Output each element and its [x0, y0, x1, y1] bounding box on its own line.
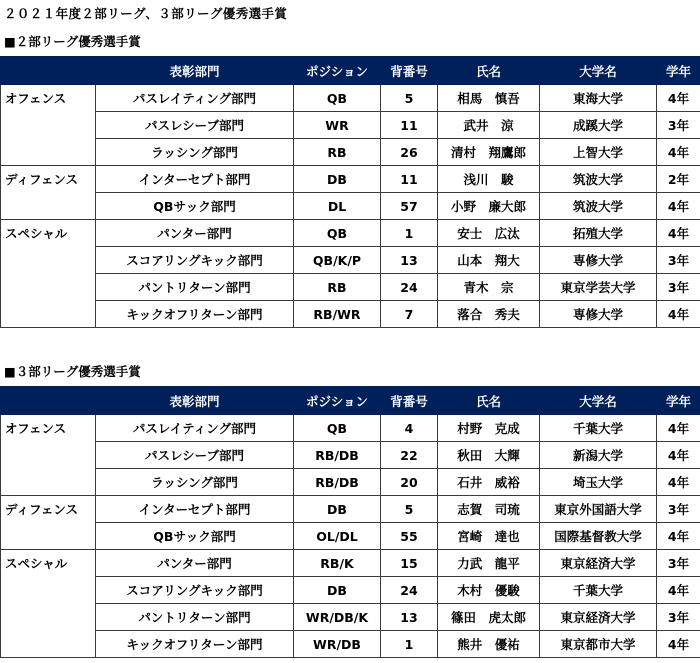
cell-position: QB — [294, 415, 381, 442]
cell-year: 4年 — [657, 220, 700, 247]
cell-category: スペシャル — [1, 550, 96, 577]
cell-number: 5 — [381, 496, 438, 523]
cell-number: 24 — [381, 274, 438, 301]
cell-number: 1 — [381, 220, 438, 247]
table-row — [1, 166, 700, 193]
cell-university: 東京経済大学 — [540, 550, 657, 577]
table-row — [1, 220, 700, 247]
table-row — [1, 112, 700, 139]
header-number: 背番号 — [381, 387, 438, 415]
cell-number: 4 — [381, 415, 438, 442]
cell-award: パスレシーブ部門 — [96, 112, 294, 139]
header-number: 背番号 — [381, 57, 438, 85]
cell-award: スコアリングキック部門 — [96, 577, 294, 604]
cell-university: 専修大学 — [540, 247, 657, 274]
cell-award: ラッシング部門 — [96, 469, 294, 496]
cell-award: パスレイティング部門 — [96, 415, 294, 442]
cell-position: QB — [294, 85, 381, 112]
cell-position: RB — [294, 274, 381, 301]
cell-year: 4年 — [657, 139, 700, 166]
cell-category — [1, 442, 96, 469]
table-row — [1, 301, 700, 328]
cell-category — [1, 112, 96, 139]
cell-university: 国際基督教大学 — [540, 523, 657, 550]
cell-category: スペシャル — [1, 220, 96, 247]
cell-university: 東京学芸大学 — [540, 274, 657, 301]
cell-year: 4年 — [657, 577, 700, 604]
cell-number: 20 — [381, 469, 438, 496]
cell-number: 26 — [381, 139, 438, 166]
table-row — [1, 247, 700, 274]
table-row — [1, 469, 700, 496]
cell-number: 15 — [381, 550, 438, 577]
cell-name: 熊井 優祐 — [438, 631, 540, 658]
table-row — [1, 442, 700, 469]
cell-position: WR/DB — [294, 631, 381, 658]
cell-position: RB/K — [294, 550, 381, 577]
cell-name: 宮崎 達也 — [438, 523, 540, 550]
cell-category — [1, 469, 96, 496]
cell-year: 4年 — [657, 631, 700, 658]
header-name: 氏名 — [438, 387, 540, 415]
section-title-league3: ■３部リーグ優秀選手賞 — [4, 364, 141, 379]
cell-name: 志賀 司琉 — [438, 496, 540, 523]
cell-university: 千葉大学 — [540, 415, 657, 442]
cell-category — [1, 139, 96, 166]
header-award: 表彰部門 — [96, 387, 294, 415]
table-row — [1, 139, 700, 166]
cell-number: 11 — [381, 166, 438, 193]
cell-position: QB — [294, 220, 381, 247]
table-header-row — [1, 387, 700, 415]
cell-position: WR — [294, 112, 381, 139]
cell-name: 石井 威裕 — [438, 469, 540, 496]
cell-university: 専修大学 — [540, 301, 657, 328]
cell-award: パスレシーブ部門 — [96, 442, 294, 469]
cell-award: QBサック部門 — [96, 523, 294, 550]
page-title: ２０２１年度２部リーグ、３部リーグ優秀選手賞 — [4, 6, 288, 21]
cell-category — [1, 193, 96, 220]
cell-name: 落合 秀夫 — [438, 301, 540, 328]
cell-position: DL — [294, 193, 381, 220]
cell-year: 4年 — [657, 85, 700, 112]
cell-year: 3年 — [657, 112, 700, 139]
cell-name: 篠田 虎太郎 — [438, 604, 540, 631]
cell-university: 成蹊大学 — [540, 112, 657, 139]
award-table-league3 — [0, 386, 700, 658]
cell-year: 4年 — [657, 415, 700, 442]
cell-year: 3年 — [657, 274, 700, 301]
cell-university: 新潟大学 — [540, 442, 657, 469]
cell-year: 4年 — [657, 523, 700, 550]
cell-year: 3年 — [657, 604, 700, 631]
cell-position: DB — [294, 577, 381, 604]
cell-award: パンター部門 — [96, 550, 294, 577]
cell-year: 4年 — [657, 301, 700, 328]
cell-award: パントリターン部門 — [96, 604, 294, 631]
cell-name: 秋田 大輝 — [438, 442, 540, 469]
cell-number: 22 — [381, 442, 438, 469]
cell-number: 5 — [381, 85, 438, 112]
cell-name: 小野 廉大郎 — [438, 193, 540, 220]
cell-position: DB — [294, 166, 381, 193]
cell-category — [1, 301, 96, 328]
cell-university: 上智大学 — [540, 139, 657, 166]
cell-name: 安士 広汰 — [438, 220, 540, 247]
cell-number: 7 — [381, 301, 438, 328]
cell-award: ラッシング部門 — [96, 139, 294, 166]
cell-category: オフェンス — [1, 415, 96, 442]
header-position: ポジション — [294, 57, 381, 85]
cell-university: 東京外国語大学 — [540, 496, 657, 523]
cell-category — [1, 523, 96, 550]
cell-category — [1, 274, 96, 301]
cell-number: 13 — [381, 247, 438, 274]
cell-university: 東京経済大学 — [540, 604, 657, 631]
cell-award: キックオフリターン部門 — [96, 631, 294, 658]
cell-year: 3年 — [657, 247, 700, 274]
cell-award: QBサック部門 — [96, 193, 294, 220]
cell-year: 4年 — [657, 469, 700, 496]
cell-position: WR/DB/K — [294, 604, 381, 631]
cell-award: インターセプト部門 — [96, 166, 294, 193]
cell-name: 青木 宗 — [438, 274, 540, 301]
cell-category: ディフェンス — [1, 166, 96, 193]
header-name: 氏名 — [438, 57, 540, 85]
cell-number: 55 — [381, 523, 438, 550]
header-year: 学年 — [657, 387, 700, 415]
cell-year: 3年 — [657, 550, 700, 577]
cell-category: オフェンス — [1, 85, 96, 112]
cell-number: 11 — [381, 112, 438, 139]
cell-award: パンター部門 — [96, 220, 294, 247]
cell-award: パントリターン部門 — [96, 274, 294, 301]
cell-year: 4年 — [657, 193, 700, 220]
table-row — [1, 85, 700, 112]
cell-university: 筑波大学 — [540, 193, 657, 220]
table-row — [1, 604, 700, 631]
header-year: 学年 — [657, 57, 700, 85]
section-title-league2: ■２部リーグ優秀選手賞 — [4, 34, 141, 49]
cell-name: 清村 翔鷹郎 — [438, 139, 540, 166]
cell-position: RB — [294, 139, 381, 166]
table-row — [1, 550, 700, 577]
header-university: 大学名 — [540, 387, 657, 415]
award-table-body — [1, 415, 700, 658]
cell-name: 武井 涼 — [438, 112, 540, 139]
cell-university: 千葉大学 — [540, 577, 657, 604]
cell-name: 村野 克成 — [438, 415, 540, 442]
cell-number: 24 — [381, 577, 438, 604]
cell-name: 浅川 駿 — [438, 166, 540, 193]
cell-university: 東海大学 — [540, 85, 657, 112]
cell-position: DB — [294, 496, 381, 523]
table-row — [1, 577, 700, 604]
cell-position: QB/K/P — [294, 247, 381, 274]
cell-year: 4年 — [657, 442, 700, 469]
cell-university: 埼玉大学 — [540, 469, 657, 496]
header-award: 表彰部門 — [96, 57, 294, 85]
cell-name: 力武 龍平 — [438, 550, 540, 577]
cell-number: 57 — [381, 193, 438, 220]
cell-award: パスレイティング部門 — [96, 85, 294, 112]
table-header-row — [1, 57, 700, 85]
cell-name: 山本 翔大 — [438, 247, 540, 274]
header-position: ポジション — [294, 387, 381, 415]
cell-award: キックオフリターン部門 — [96, 301, 294, 328]
table-row — [1, 415, 700, 442]
cell-name: 木村 優駿 — [438, 577, 540, 604]
cell-category — [1, 631, 96, 658]
cell-category — [1, 577, 96, 604]
cell-category — [1, 247, 96, 274]
cell-award: スコアリングキック部門 — [96, 247, 294, 274]
cell-university: 筑波大学 — [540, 166, 657, 193]
table-row — [1, 193, 700, 220]
table-row — [1, 274, 700, 301]
header-university: 大学名 — [540, 57, 657, 85]
cell-number: 1 — [381, 631, 438, 658]
cell-award: インターセプト部門 — [96, 496, 294, 523]
cell-position: OL/DL — [294, 523, 381, 550]
cell-category: ディフェンス — [1, 496, 96, 523]
cell-position: RB/DB — [294, 442, 381, 469]
cell-university: 拓殖大学 — [540, 220, 657, 247]
table-row — [1, 631, 700, 658]
table-row — [1, 523, 700, 550]
header-category — [1, 387, 96, 415]
award-table-league2 — [0, 56, 700, 328]
cell-year: 2年 — [657, 166, 700, 193]
award-table-body — [1, 85, 700, 328]
cell-name: 相馬 慎吾 — [438, 85, 540, 112]
cell-year: 3年 — [657, 496, 700, 523]
cell-university: 東京都市大学 — [540, 631, 657, 658]
header-category — [1, 57, 96, 85]
cell-category — [1, 604, 96, 631]
cell-position: RB/WR — [294, 301, 381, 328]
table-row — [1, 496, 700, 523]
cell-position: RB/DB — [294, 469, 381, 496]
cell-number: 13 — [381, 604, 438, 631]
